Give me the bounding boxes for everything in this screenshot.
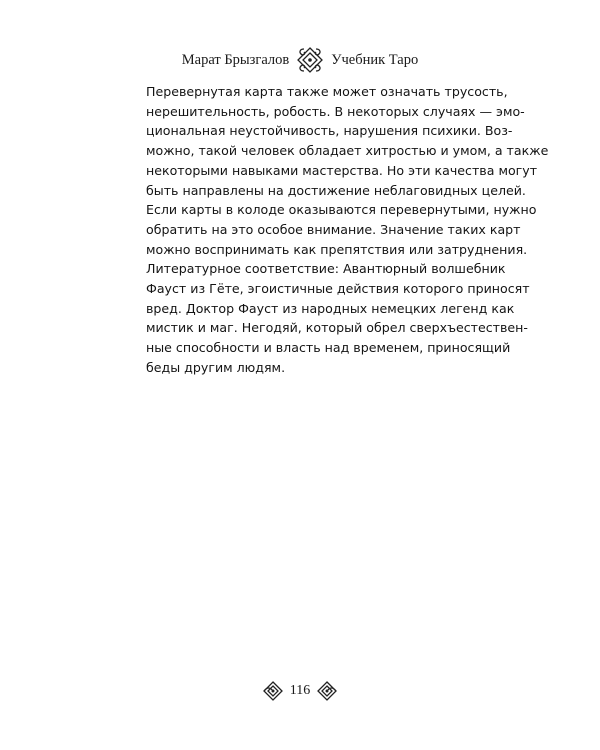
- paragraph-1: [132, 82, 549, 259]
- text-line: Перевернутая карта также может означать трусость,: [146, 84, 508, 99]
- text-line: быть направлены на достижение неблаговидных целей.: [146, 182, 526, 198]
- text-line: беды другим людям.: [146, 359, 286, 375]
- text-line: циональная неустойчивость, нарушения психики. Воз-: [146, 123, 513, 139]
- text-line: ные способности и власть над временем, приносящий: [146, 340, 511, 356]
- text-line: можно воспринимать как препятствия или затруднения.: [146, 241, 528, 257]
- page-footer: [0, 680, 600, 702]
- text-line: можно, такой человек обладает хитростью и умом, а также: [146, 143, 549, 159]
- text-line: вред. Доктор Фауст из народных немецких легенд как: [146, 300, 515, 316]
- author-name: Марат Брызгалов: [181, 51, 290, 68]
- page-number: 116: [289, 683, 311, 698]
- text-line: Если карты в колоде оказываются перевернутыми, нужно: [146, 202, 537, 218]
- text-line: Фауст из Гёте, эгоистичные действия которого приносят: [146, 281, 530, 297]
- running-header: [0, 46, 600, 74]
- text-line: нерешительность, робость. В некоторых случаях — эмо-: [146, 103, 525, 119]
- ornament-left-icon: [262, 680, 284, 702]
- body-text: [132, 82, 549, 378]
- text-line: некоторыми навыками мастерства. Но эти качества могут: [146, 162, 538, 178]
- book-title: Учебник Таро: [331, 51, 419, 68]
- paragraph-2: [132, 259, 530, 377]
- text-line: мистик и маг. Негодяй, который обрел сверхъестествен-: [146, 320, 528, 336]
- ornament-knot-icon: [296, 46, 324, 74]
- text-line: Литературное соответствие: Авантюрный волшебник: [146, 261, 506, 277]
- text-line: обратить на это особое внимание. Значение таких карт: [146, 221, 521, 237]
- ornament-right-icon: [316, 680, 338, 702]
